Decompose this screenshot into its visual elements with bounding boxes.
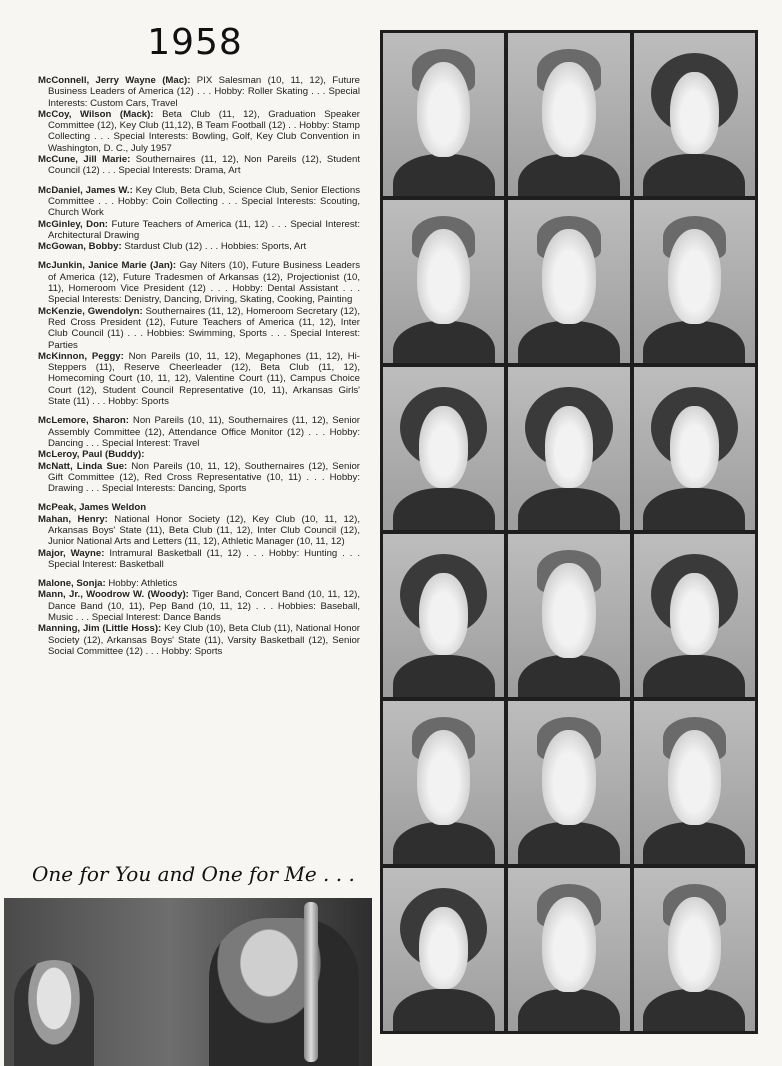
- bio-entry: [38, 548, 360, 571]
- portrait-photo: [508, 200, 629, 363]
- candid-caption: One for You and One for Me . . .: [32, 862, 355, 886]
- student-name: Malone, Sonja:: [38, 578, 106, 590]
- portrait-photo: [383, 367, 504, 530]
- portrait-photo: [383, 868, 504, 1031]
- portrait-head: [542, 730, 595, 825]
- portrait-photo: [634, 868, 755, 1031]
- bio-entry: [38, 589, 360, 623]
- bio-entry: [38, 502, 360, 513]
- portrait-torso: [518, 488, 620, 530]
- portrait-head: [417, 730, 470, 825]
- bio-group: [38, 260, 360, 407]
- bio-entry: [38, 449, 360, 460]
- student-details: Beta Club (11, 12), Graduation Speaker Committee (12), Key Club (11,12), B Team Football (12) . . Hobby: Stamp Collecting . . . Special Interests: Bowling, Golf, Key Club Convention in Washington, D. C., July 1957: [48, 108, 360, 154]
- portrait-head: [670, 406, 719, 488]
- bio-entry: [38, 154, 360, 177]
- student-name: McDaniel, James W.:: [38, 184, 133, 196]
- portrait-head: [668, 897, 721, 992]
- portrait-photo: [634, 701, 755, 864]
- student-name: McConnell, Jerry Wayne (Mac):: [38, 75, 191, 86]
- bio-entry: [38, 109, 360, 154]
- portrait-head: [670, 573, 719, 655]
- student-name: Mahan, Henry:: [38, 513, 108, 525]
- portrait-torso: [518, 154, 620, 196]
- portrait-torso: [518, 321, 620, 363]
- portrait-torso: [393, 822, 495, 864]
- student-name: Major, Wayne:: [38, 547, 105, 559]
- portrait-head: [545, 406, 594, 488]
- candid-figure-left: [14, 960, 94, 1066]
- bio-group: [38, 75, 360, 177]
- bio-entry: [38, 514, 360, 548]
- portrait-head: [417, 229, 470, 324]
- student-name: McCoy, Wilson (Mack):: [38, 108, 154, 120]
- bio-entry: [38, 351, 360, 407]
- portrait-torso: [518, 822, 620, 864]
- student-details: Intramural Basketball (11, 12) . . . Hobby: Hunting . . . Special Interest: Basketball: [48, 547, 360, 570]
- bio-entry: [38, 415, 360, 449]
- portrait-head: [668, 229, 721, 324]
- portrait-torso: [518, 989, 620, 1031]
- bio-group: [38, 502, 360, 570]
- student-details: National Honor Society (12), Key Club (10, 11, 12), Arkansas Boys' State (11), Beta Club (11, 12), Inter Club Council (12), Junior National Arts and Letters (11, 12), Athletic Manager (10, 11, 12): [48, 513, 360, 548]
- portrait-photo: [508, 534, 629, 697]
- student-details: PIX Salesman (10, 11, 12), Future Business Leaders of America (12) . . . Hobby: Roller Skating . . . Special Interests: Custom Cars, Travel: [48, 75, 360, 109]
- biography-list: [38, 75, 360, 665]
- student-name: McGowan, Bobby:: [38, 241, 122, 253]
- student-name: Mann, Jr., Woodrow W. (Woody):: [38, 589, 189, 601]
- bio-entry: [38, 241, 360, 252]
- portrait-photo: [634, 33, 755, 196]
- student-name: McJunkin, Janice Marie (Jan):: [38, 260, 177, 272]
- portrait-photo: [383, 701, 504, 864]
- candid-photo: [4, 898, 372, 1066]
- bio-group: [38, 578, 360, 657]
- portrait-photo: [508, 33, 629, 196]
- student-name: McCune, Jill Marie:: [38, 154, 131, 166]
- portrait-head: [419, 573, 468, 655]
- portrait-torso: [643, 488, 745, 530]
- student-details: Tiger Band, Concert Band (10, 11, 12), Dance Band (10, 11), Pep Band (10, 11, 12) . . . Hobbies: Baseball, Music . . . Special Interest: Dance Bands: [48, 589, 360, 624]
- portrait-head: [668, 730, 721, 825]
- student-details: Southernaires (11, 12), Non Pareils (12), Student Council (12) . . . Special Interests: Drama, Art: [48, 154, 360, 177]
- student-details: Future Teachers of America (11, 12) . . . Special Interest: Architectural Drawing: [48, 218, 360, 241]
- student-name: Manning, Jim (Little Hoss):: [38, 623, 162, 635]
- portrait-head: [419, 907, 468, 989]
- bio-group: [38, 415, 360, 494]
- bio-entry: [38, 219, 360, 242]
- bio-entry: [38, 578, 360, 589]
- portrait-torso: [643, 655, 745, 697]
- portrait-torso: [393, 154, 495, 196]
- student-name: McLeroy, Paul (Buddy):: [38, 449, 145, 461]
- portrait-torso: [393, 488, 495, 530]
- portrait-photo: [508, 868, 629, 1031]
- bio-entry: [38, 260, 360, 305]
- portrait-head: [419, 406, 468, 488]
- portrait-torso: [643, 321, 745, 363]
- student-name: McLemore, Sharon:: [38, 415, 129, 427]
- portrait-photo: [383, 534, 504, 697]
- bio-entry: [38, 75, 360, 109]
- student-details: Key Club (10), Beta Club (11), National Honor Society (12), Arkansas Boys' State (11), Varsity Basketball (12), Senior Social Committee (12) . . . Hobby: Sports: [48, 623, 360, 657]
- bio-group: [38, 185, 360, 253]
- portrait-photo: [383, 200, 504, 363]
- portrait-torso: [643, 989, 745, 1031]
- student-details: Non Pareils (10, 11, 12), Megaphones (11, 12), Hi-Steppers (11), Reserve Cheerleader (12), Beta Club (11, 12), Homecoming Court (10, 11, 12), Valentine Court (11), Campus Choice Court (12), Student Council Representative (10, 11), Arkansas Girls' State (11) . . . Hobby: Sports: [48, 350, 360, 408]
- portrait-head: [417, 62, 470, 157]
- portrait-photo: [383, 33, 504, 196]
- student-details: Stardust Club (12) . . . Hobbies: Sports, Art: [121, 241, 307, 253]
- portrait-torso: [393, 655, 495, 697]
- microphone-stand: [304, 902, 318, 1062]
- student-name: McNatt, Linda Sue:: [38, 460, 128, 472]
- portrait-photo: [634, 534, 755, 697]
- portrait-torso: [393, 989, 495, 1031]
- portrait-head: [542, 229, 595, 324]
- candid-figure-right: [209, 918, 359, 1066]
- portrait-torso: [393, 321, 495, 363]
- portrait-photo: [508, 367, 629, 530]
- student-name: McGinley, Don:: [38, 218, 108, 230]
- portrait-torso: [518, 655, 620, 697]
- portrait-head: [542, 897, 595, 992]
- bio-entry: [38, 185, 360, 219]
- student-details: Key Club, Beta Club, Science Club, Senior Elections Committee . . . Hobby: Coin Collecting . . . Special Interests: Scouting, Church Work: [48, 184, 361, 219]
- portrait-head: [542, 62, 595, 157]
- student-name: McKinnon, Peggy:: [38, 350, 124, 362]
- student-details: Non Pareils (10, 11, 12), Southernaires (12), Senior Gift Committee (12), Red Cross Representative (10, 11) . . . Hobby: Drawing . . . Special Interests: Dancing, Sports: [48, 460, 361, 495]
- student-details: Southernaires (11, 12), Homeroom Secretary (12), Red Cross President (12), Future Teachers of America (11, 12), Inter Club Council (11) . . . Hobbies: Swimming, Sports . . . Special Interest: Parties: [48, 305, 360, 351]
- portrait-photo: [634, 367, 755, 530]
- portrait-grid: [380, 30, 758, 1034]
- portrait-photo: [634, 200, 755, 363]
- bio-entry: [38, 623, 360, 657]
- portrait-photo: [508, 701, 629, 864]
- student-name: McKenzie, Gwendolyn:: [38, 305, 143, 317]
- student-details: Gay Niters (10), Future Business Leaders of America (12), Future Tradesmen of Arkansas (12), Projectionist (10, 11), Homeroom Vice President (12) . . . Hobby: Dental Assistant . . . Special Interests: Denistry, Dancing, Driving, Skating, Cooking, Painting: [48, 260, 360, 306]
- student-name: McPeak, James Weldon: [38, 502, 147, 514]
- portrait-head: [670, 72, 719, 154]
- student-details: Non Pareils (10, 11), Southernaires (11, 12), Senior Assembly Committee (12), Attendance Office Monitor (12) . . . Hobby: Dancing . . . Special Interest: Travel: [48, 415, 360, 449]
- portrait-head: [542, 563, 595, 658]
- bio-entry: [38, 306, 360, 351]
- page-year: 1958: [147, 22, 243, 63]
- student-details: Hobby: Athletics: [105, 578, 178, 590]
- bio-entry: [38, 461, 360, 495]
- portrait-torso: [643, 154, 745, 196]
- portrait-torso: [643, 822, 745, 864]
